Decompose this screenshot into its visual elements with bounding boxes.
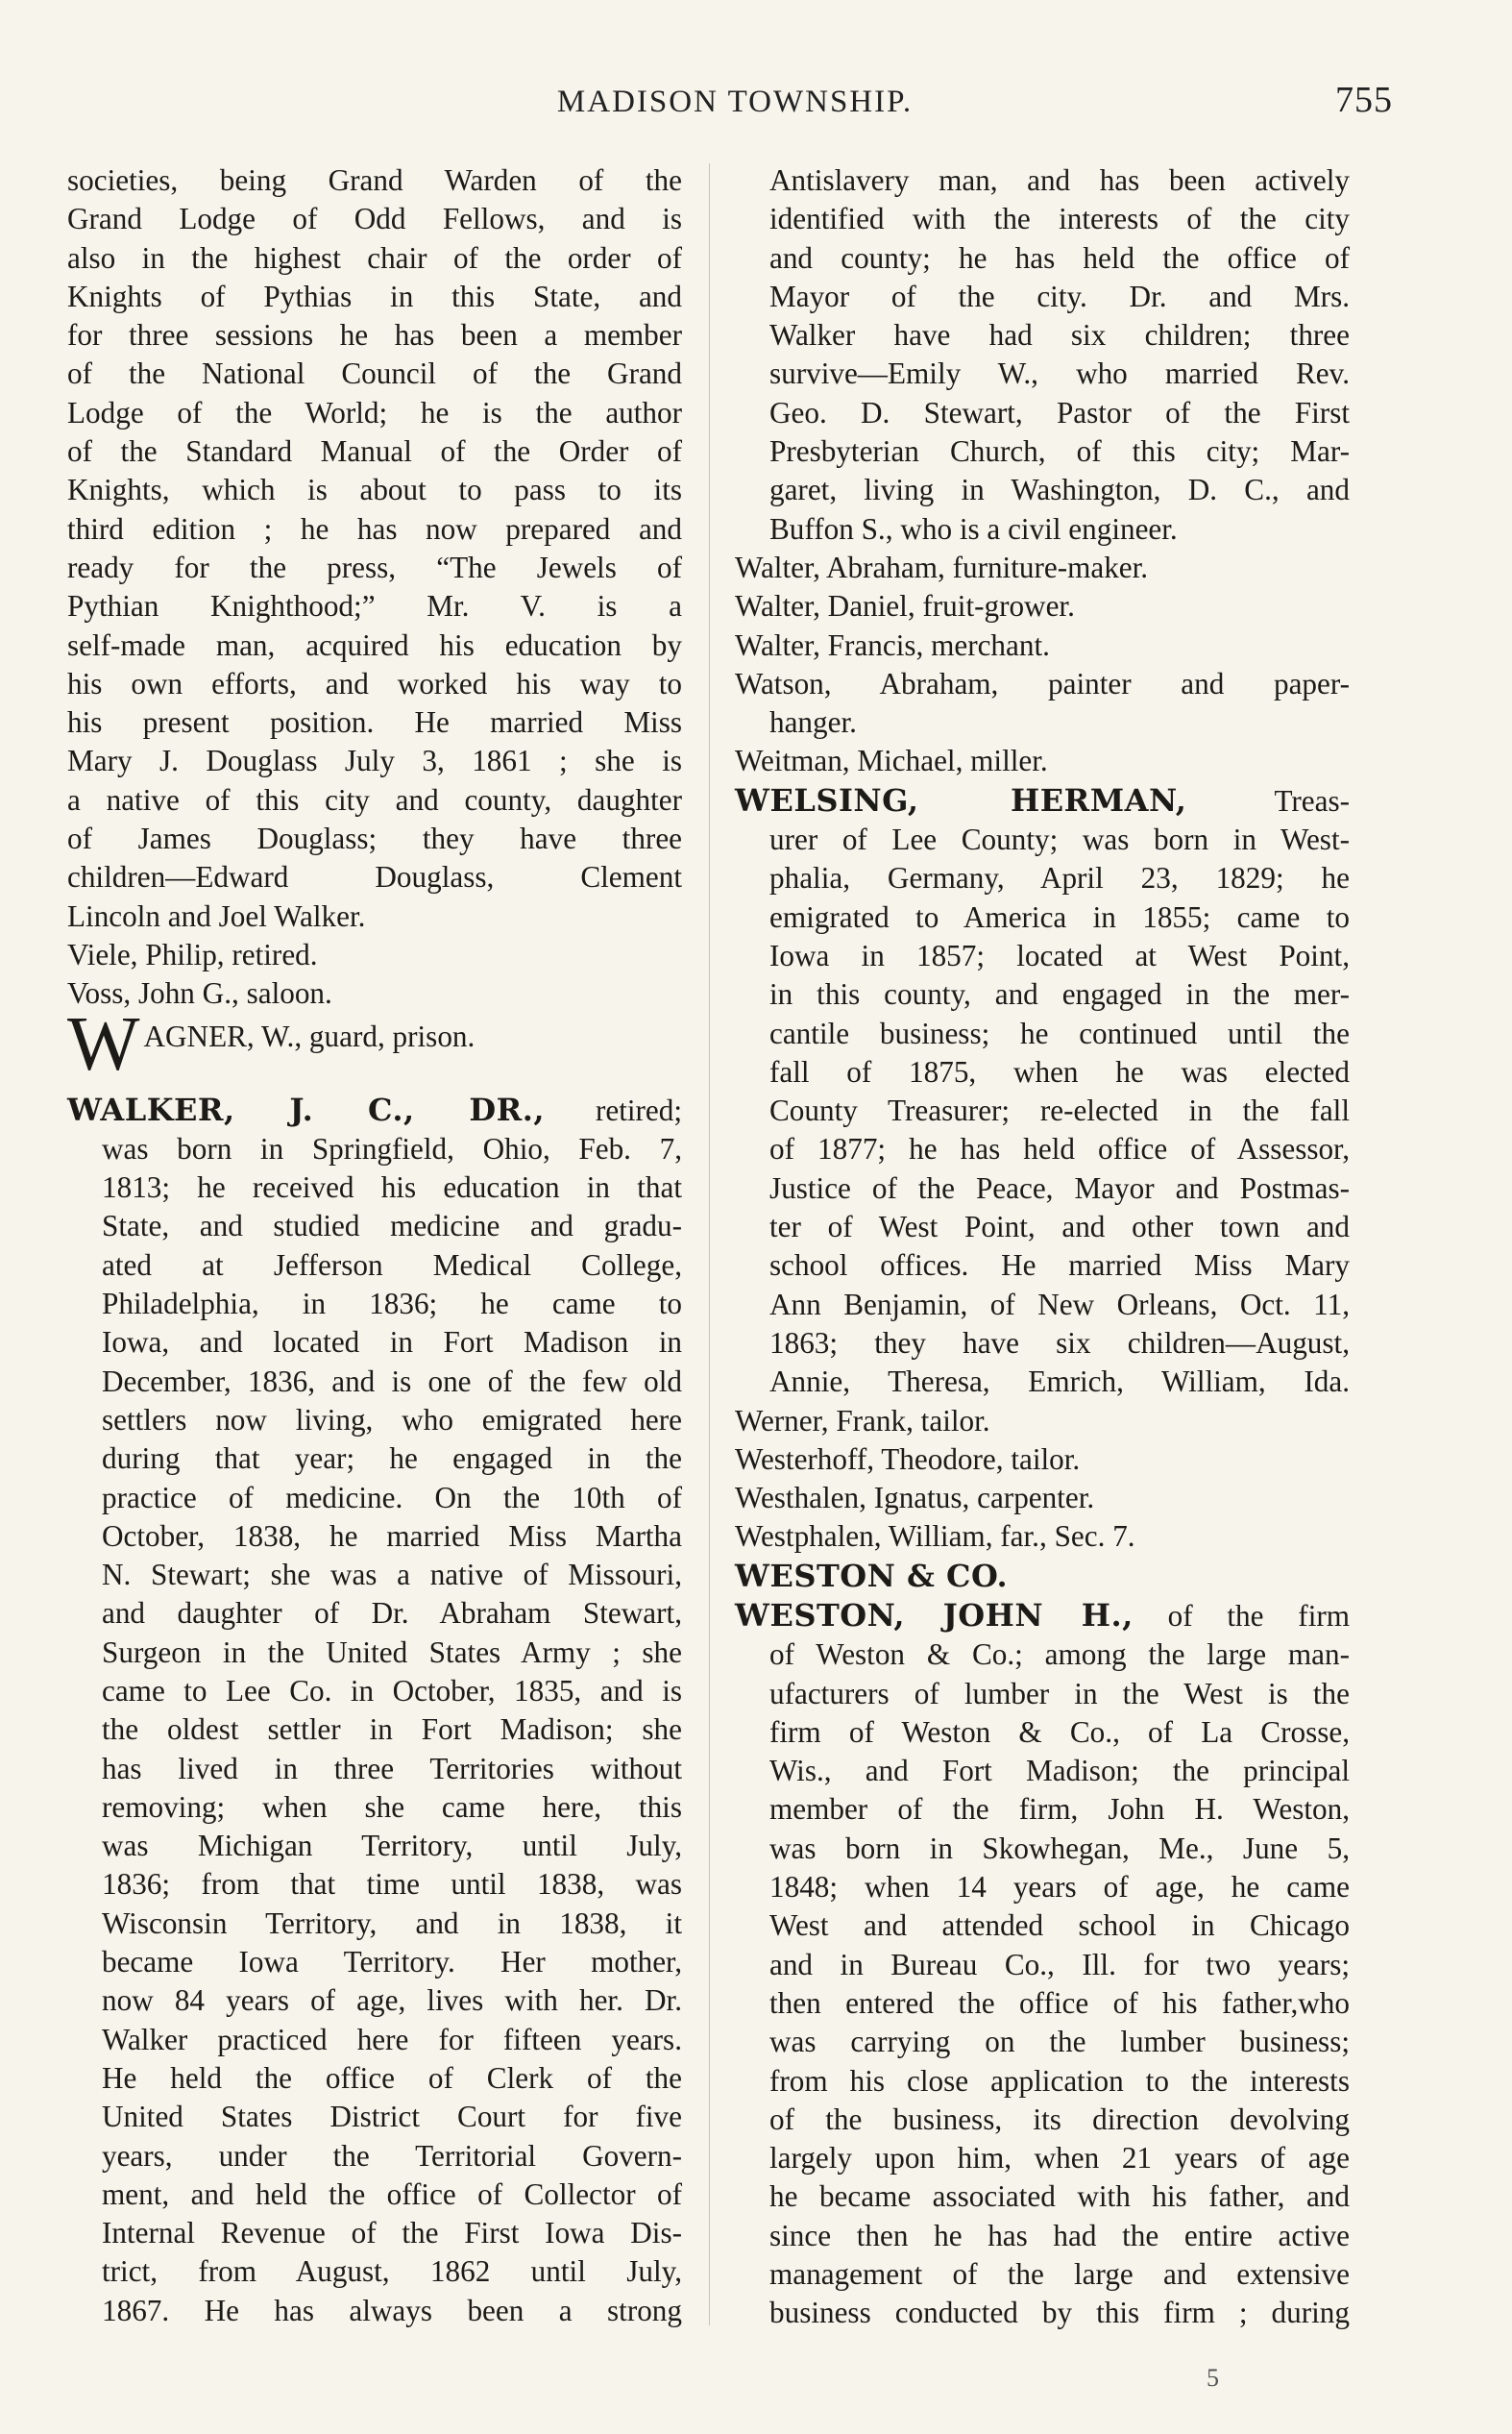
- walker-text-line: United States District Court for five: [102, 2100, 682, 2134]
- biography-welsing-name: WELSING, HERMAN,: [735, 781, 1187, 819]
- walker-text-line: removing; when she came here, this: [102, 1789, 682, 1824]
- biography-walker-name: WALKER, J. C., DR.,: [67, 1091, 546, 1128]
- left-text-line: also in the highest chair of the order of: [67, 240, 682, 275]
- weston-text-line: management of the large and extensive: [769, 2257, 1350, 2292]
- walker-text-line: during that year; he engaged in the: [102, 1441, 682, 1476]
- left-text-line: children—Edward Douglass, Clement: [67, 860, 682, 895]
- walker-text-line: settlers now living, who emigrated here: [102, 1402, 682, 1437]
- walker-text-line: trict, from August, 1862 until July,: [102, 2254, 682, 2289]
- left-text-line: a native of this city and county, daughter: [67, 782, 682, 817]
- weston-text-line: largely upon him, when 21 years of age: [769, 2141, 1350, 2176]
- biography-walker-body: [67, 1130, 682, 2330]
- welsing-text-line: in this county, and engaged in the mer-: [769, 977, 1350, 1012]
- walker-text-line: Walker practiced here for fifteen years.: [102, 2022, 682, 2056]
- weston-text-line: business conducted by this firm ; during: [769, 2296, 1350, 2330]
- weston-text-line: he became associated with his father, and: [769, 2179, 1350, 2214]
- welsing-text-line: Iowa in 1857; located at West Point,: [769, 938, 1350, 972]
- walker-text-line: 1867. He has always been a strong: [102, 2293, 682, 2327]
- biography-weston-body: [735, 1635, 1350, 2332]
- walker-continuation: [735, 161, 1350, 510]
- welsing-text-line: fall of 1875, when he was elected: [769, 1054, 1350, 1089]
- page-header: [77, 80, 1393, 133]
- left-text-line: Pythian Knighthood;” Mr. V. is a: [67, 589, 682, 624]
- weston-text-line: from his close application to the interests: [769, 2063, 1350, 2098]
- directory-entries-w: [735, 1402, 1350, 1557]
- walker-continuation-line: and county; he has held the office of: [769, 240, 1350, 275]
- left-text-line: of the Standard Manual of the Order of: [67, 434, 682, 469]
- biography-walker-heading-rest: retired;: [545, 1093, 683, 1127]
- left-text-line: Voss, John G., saloon.: [67, 976, 332, 1011]
- welsing-text-line: cantile business; he continued until the: [769, 1016, 1350, 1050]
- left-text-line: Knights of Pythias in this State, and: [67, 279, 682, 313]
- running-title: MADISON TOWNSHIP.: [556, 85, 914, 119]
- directory-entry-weston-co: [735, 1557, 1350, 1596]
- walker-text-line: Internal Revenue of the First Iowa Dis-: [102, 2216, 682, 2250]
- directory-entry: Westphalen, William, far., Sec. 7.: [735, 1519, 1135, 1554]
- walker-text-line: October, 1838, he married Miss Martha: [102, 1518, 682, 1553]
- walker-text-line: He held the office of Clerk of the: [102, 2060, 682, 2095]
- biography-welsing-heading-line: [735, 781, 1350, 821]
- left-text-line: Knights, which is about to pass to its: [67, 473, 682, 507]
- weston-text-line: ufacturers of lumber in the West is the: [769, 1676, 1350, 1710]
- walker-continuation-last-line: Buffon S., who is a civil engineer.: [769, 511, 1178, 546]
- left-text-line: Mary J. Douglass July 3, 1861 ; she is: [67, 744, 682, 778]
- walker-text-line: ated at Jefferson Medical College,: [102, 1247, 682, 1282]
- walker-text-line: was Michigan Territory, until July,: [102, 1829, 682, 1863]
- left-text-line: Lodge of the World; he is the author: [67, 395, 682, 430]
- directory-entry-wagner: [67, 1001, 682, 1091]
- walker-text-line: the oldest settler in Fort Madison; she: [102, 1712, 682, 1747]
- biography-welsing-body: [735, 821, 1350, 1401]
- welsing-text-line: school offices. He married Miss Mary: [769, 1248, 1350, 1283]
- biography-weston-heading-line: [735, 1596, 1350, 1635]
- weston-text-line: then entered the office of his father,who: [769, 1985, 1350, 2020]
- welsing-text-line: of 1877; he has held office of Assessor,: [769, 1132, 1350, 1167]
- right-column: [735, 161, 1350, 2333]
- biography-weston-name: WESTON, JOHN H.,: [735, 1596, 1134, 1634]
- biography-weston-heading-rest: of the firm: [1133, 1598, 1351, 1633]
- welsing-text-line: urer of Lee County; was born in West-: [769, 823, 1350, 857]
- walker-continuation-line: survive—Emily W., who married Rev.: [769, 356, 1350, 391]
- walker-text-line: Philadelphia, in 1836; he came to: [102, 1287, 682, 1321]
- directory-entry-weitman: Weitman, Michael, miller.: [735, 744, 1048, 778]
- left-text-line: ready for the press, “The Jewels of: [67, 550, 682, 584]
- welsing-text-line: Annie, Theresa, Emrich, William, Ida.: [769, 1365, 1350, 1399]
- weston-co-name: WESTON & CO.: [735, 1557, 1009, 1594]
- walker-text-line: December, 1836, and is one of the few old: [102, 1364, 682, 1398]
- walker-text-line: State, and studied medicine and gradu-: [102, 1209, 682, 1243]
- walker-text-line: was born in Springfield, Ohio, Feb. 7,: [102, 1131, 682, 1166]
- column-divider: [709, 163, 710, 2325]
- directory-entry: Werner, Frank, tailor.: [735, 1403, 990, 1438]
- weston-text-line: West and attended school in Chicago: [769, 1908, 1350, 1943]
- directory-entry: Walter, Daniel, fruit-grower.: [735, 589, 1075, 624]
- weston-text-line: member of the firm, John H. Weston,: [769, 1792, 1350, 1827]
- welsing-text-line: 1863; they have six children—August,: [769, 1325, 1350, 1360]
- watson-line-1: Watson, Abraham, painter and paper-: [735, 666, 1350, 701]
- walker-text-line: Wisconsin Territory, and in 1838, it: [102, 1905, 682, 1940]
- weston-text-line: of Weston & Co.; among the large man-: [769, 1637, 1350, 1672]
- welsing-text-line: phalia, Germany, April 23, 1829; he: [769, 861, 1350, 896]
- walker-text-line: 1813; he received his education in that: [102, 1170, 682, 1205]
- directory-entry: Walter, Francis, merchant.: [735, 627, 1050, 662]
- left-text-line: for three sessions he has been a member: [67, 318, 682, 353]
- walker-continuation-line: Mayor of the city. Dr. and Mrs.: [769, 279, 1350, 313]
- left-text-line: his present position. He married Miss: [67, 705, 682, 740]
- left-text-line: third edition ; he has now prepared and: [67, 511, 682, 546]
- walker-text-line: has lived in three Territories without: [102, 1751, 682, 1785]
- left-column: [67, 161, 682, 2330]
- weston-text-line: and in Bureau Co., Ill. for two years;: [769, 1947, 1350, 1981]
- welsing-text-line: ter of West Point, and other town and: [769, 1210, 1350, 1244]
- directory-entries-walter: [735, 549, 1350, 665]
- welsing-text-line: Justice of the Peace, Mayor and Postmas-: [769, 1170, 1350, 1205]
- walker-text-line: now 84 years of age, lives with her. Dr.: [102, 1983, 682, 2018]
- left-text-line: Viele, Philip, retired.: [67, 937, 318, 971]
- walker-continuation-line: Presbyterian Church, of this city; Mar-: [769, 434, 1350, 469]
- left-text-line: societies, being Grand Warden of the: [67, 163, 682, 197]
- weston-text-line: firm of Weston & Co., of La Crosse,: [769, 1714, 1350, 1749]
- walker-continuation-line: Walker have had six children; three: [769, 318, 1350, 353]
- walker-continuation-line: identified with the interests of the city: [769, 202, 1350, 236]
- biography-welsing-heading-rest: Treas-: [1186, 783, 1350, 818]
- directory-entry: Westerhoff, Theodore, tailor.: [735, 1441, 1081, 1476]
- wagner-entry-text: AGNER, W., guard, prison.: [143, 1019, 476, 1053]
- left-text-line: his own efforts, and worked his way to: [67, 666, 682, 701]
- left-text-line: Lincoln and Joel Walker.: [67, 898, 366, 933]
- walker-continuation-line: garet, living in Washington, D. C., and: [769, 473, 1350, 507]
- walker-text-line: years, under the Territorial Govern-: [102, 2138, 682, 2173]
- biography-welsing: [735, 781, 1350, 1402]
- walker-text-line: N. Stewart; she was a native of Missouri,: [102, 1558, 682, 1592]
- dropcap-letter: W: [67, 1001, 140, 1087]
- directory-entry: Walter, Abraham, furniture-maker.: [735, 550, 1149, 584]
- welsing-text-line: emigrated to America in 1855; came to: [769, 899, 1350, 934]
- walker-text-line: Iowa, and located in Fort Madison in: [102, 1325, 682, 1360]
- directory-entry-watson: [735, 665, 1350, 743]
- biography-weston: [735, 1596, 1350, 2333]
- left-text-line: Grand Lodge of Odd Fellows, and is: [67, 202, 682, 236]
- left-column-text: [67, 161, 682, 1014]
- welsing-text-line: County Treasurer; re-elected in the fall: [769, 1094, 1350, 1128]
- watson-line-2: hanger.: [769, 705, 857, 740]
- signature-mark: 5: [1207, 2364, 1219, 2392]
- walker-text-line: Surgeon in the United States Army ; she: [102, 1635, 682, 1669]
- page-number: 755: [1335, 80, 1393, 120]
- walker-continuation-line: Antislavery man, and has been actively: [769, 163, 1350, 197]
- walker-continuation-line: Geo. D. Stewart, Pastor of the First: [769, 395, 1350, 430]
- walker-text-line: 1836; from that time until 1838, was: [102, 1867, 682, 1902]
- biography-walker-heading-line: [67, 1091, 682, 1130]
- weston-text-line: 1848; when 14 years of age, he came: [769, 1870, 1350, 1905]
- walker-text-line: became Iowa Territory. Her mother,: [102, 1945, 682, 1979]
- left-text-line: of James Douglass; they have three: [67, 822, 682, 856]
- left-text-line: self-made man, acquired his education by: [67, 627, 682, 662]
- weston-text-line: Wis., and Fort Madison; the principal: [769, 1754, 1350, 1788]
- biography-walker: [67, 1091, 682, 2331]
- left-text-line: of the National Council of the Grand: [67, 356, 682, 391]
- walker-text-line: ment, and held the office of Collector of: [102, 2176, 682, 2211]
- weston-text-line: since then he has had the entire active: [769, 2218, 1350, 2252]
- weston-text-line: was carrying on the lumber business;: [769, 2025, 1350, 2059]
- directory-entry: Westhalen, Ignatus, carpenter.: [735, 1481, 1095, 1515]
- weston-text-line: was born in Skowhegan, Me., June 5,: [769, 1831, 1350, 1865]
- walker-text-line: came to Lee Co. in October, 1835, and is: [102, 1673, 682, 1708]
- weston-text-line: of the business, its direction devolving: [769, 2102, 1350, 2136]
- walker-text-line: and daughter of Dr. Abraham Stewart,: [102, 1596, 682, 1631]
- welsing-text-line: Ann Benjamin, of New Orleans, Oct. 11,: [769, 1287, 1350, 1321]
- walker-text-line: practice of medicine. On the 10th of: [102, 1480, 682, 1514]
